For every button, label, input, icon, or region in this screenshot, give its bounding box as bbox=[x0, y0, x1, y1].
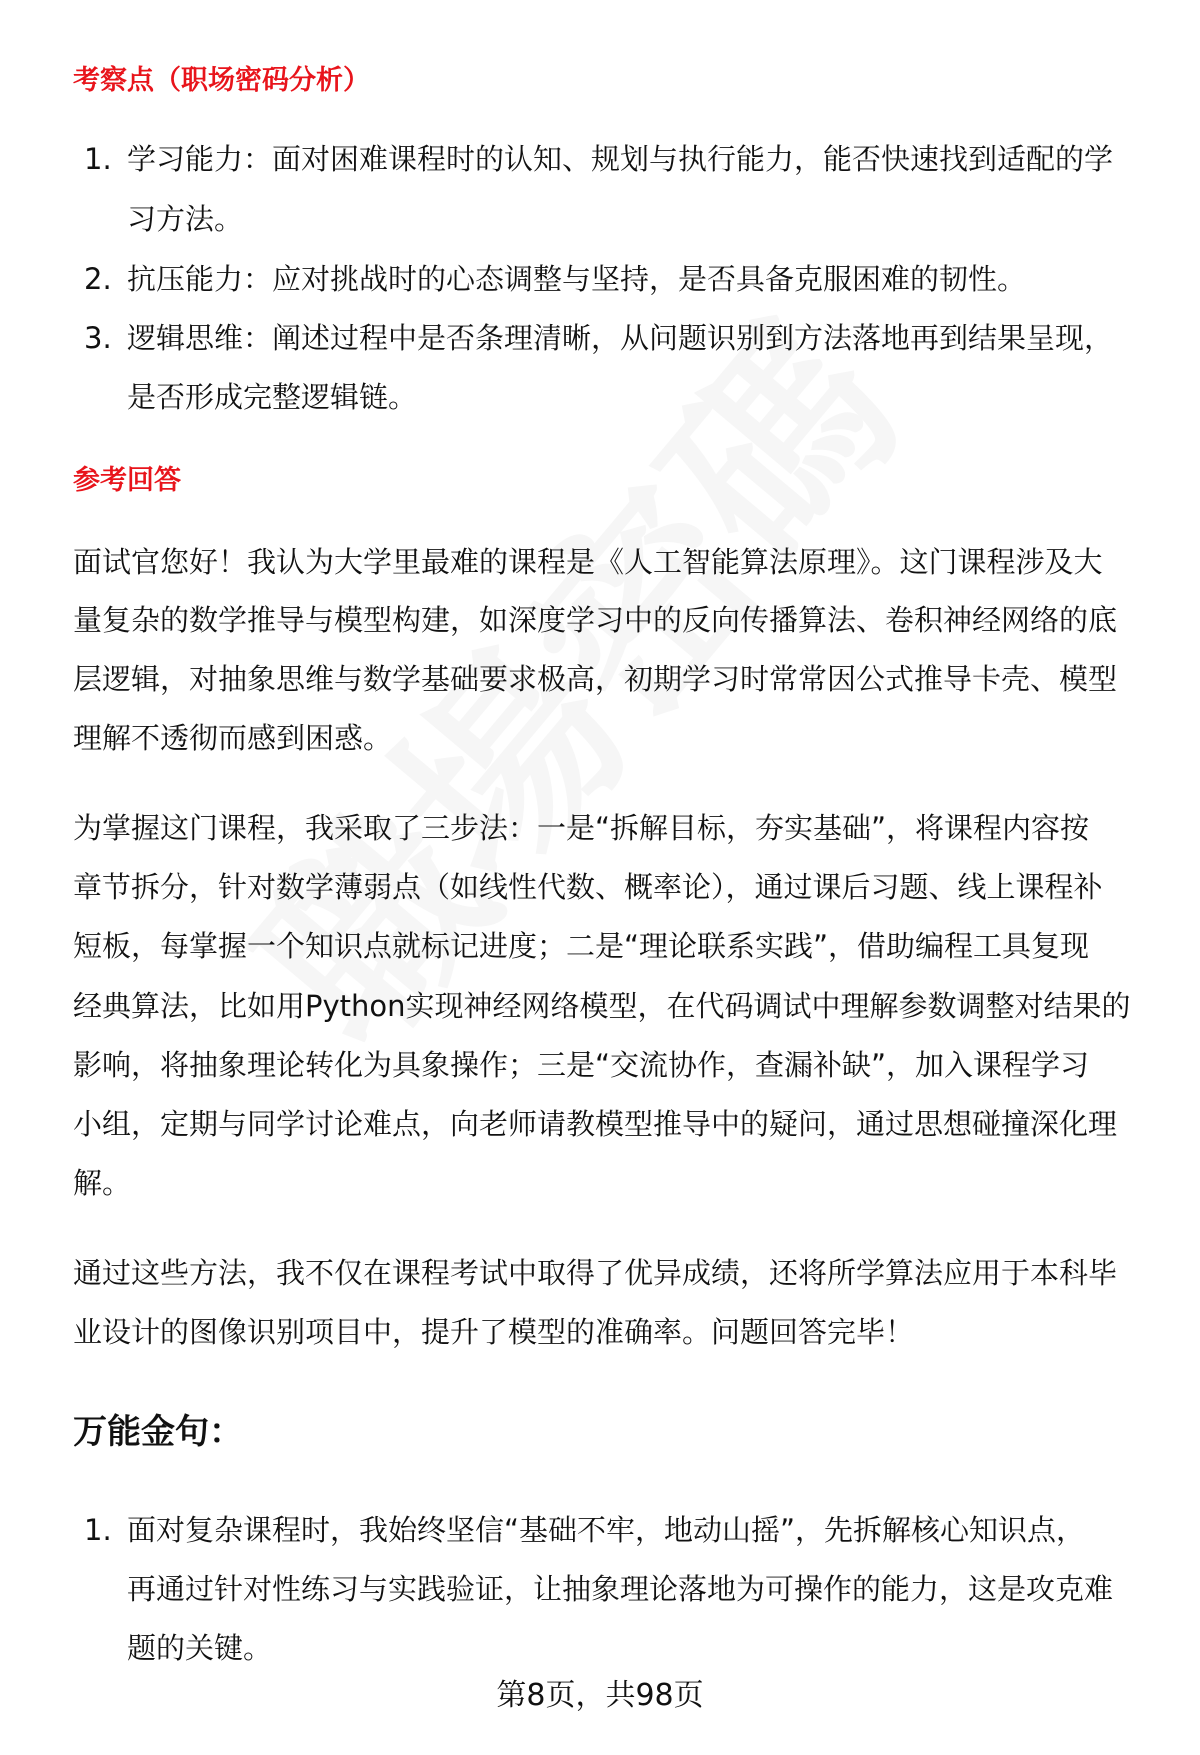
paragraph-line: 面试官您好！我认为大学里最难的课程是《人工智能算法原理》。这门课程涉及大 bbox=[73, 545, 1103, 579]
paragraph-line: 章节拆分，针对数学薄弱点（如线性代数、概率论），通过课后习题、线上课程补 bbox=[73, 870, 1103, 904]
list-item-line: 习方法。 bbox=[127, 202, 244, 236]
list-number: 3. bbox=[84, 321, 112, 355]
paragraph-line: 经典算法，比如用Python实现神经网络模型，在代码调试中理解参数调整对结果的 bbox=[73, 989, 1131, 1023]
section-heading-reference-answer: 参考回答 bbox=[73, 465, 181, 496]
list-number: 2. bbox=[84, 262, 112, 296]
list-number: 1. bbox=[84, 142, 112, 176]
list-item-line: 题的关键。 bbox=[127, 1631, 273, 1665]
paragraph-line: 量复杂的数学推导与模型构建，如深度学习中的反向传播算法、卷积神经网络的底 bbox=[73, 603, 1118, 637]
list-item-line: 再通过针对性练习与实践验证，让抽象理论落地为可操作的能力，这是攻克难 bbox=[127, 1572, 1114, 1606]
list-item-line: 面对复杂课程时，我始终坚信“基础不牢，地动山摇”，先拆解核心知识点， bbox=[127, 1513, 1086, 1547]
list-item-line: 学习能力：面对困难课程时的认知、规划与执行能力，能否快速找到适配的学 bbox=[127, 142, 1114, 176]
list-number: 1. bbox=[84, 1513, 112, 1547]
list-item-line: 逻辑思维：阐述过程中是否条理清晰，从问题识别到方法落地再到结果呈现， bbox=[127, 321, 1114, 355]
paragraph-line: 小组，定期与同学讨论难点，向老师请教模型推导中的疑问，通过思想碰撞深化理 bbox=[73, 1107, 1118, 1141]
page-number: 第8页，共98页 bbox=[496, 1678, 704, 1713]
section-heading-assessment: 考察点（职场密码分析） bbox=[73, 65, 370, 96]
paragraph-line: 层逻辑，对抽象思维与数学基础要求极高，初期学习时常常因公式推导卡壳、模型 bbox=[73, 662, 1118, 696]
section-heading-golden-sentences: 万能金句： bbox=[73, 1412, 243, 1452]
list-item-line: 是否形成完整逻辑链。 bbox=[127, 380, 418, 414]
paragraph-line: 为掌握这门课程，我采取了三步法：一是“拆解目标，夯实基础”，将课程内容按 bbox=[73, 811, 1090, 845]
paragraph-line: 短板，每掌握一个知识点就标记进度；二是“理论联系实践”，借助编程工具复现 bbox=[73, 929, 1090, 963]
paragraph-line: 影响，将抽象理论转化为具象操作；三是“交流协作，查漏补缺”，加入课程学习 bbox=[73, 1048, 1090, 1082]
paragraph-line: 通过这些方法，我不仅在课程考试中取得了优异成绩，还将所学算法应用于本科毕 bbox=[73, 1256, 1118, 1290]
paragraph-line: 解。 bbox=[73, 1166, 132, 1200]
list-item-line: 抗压能力：应对挑战时的心态调整与坚持，是否具备克服困难的韧性。 bbox=[127, 262, 1027, 296]
paragraph-line: 理解不透彻而感到困惑。 bbox=[73, 721, 393, 755]
paragraph-line: 业设计的图像识别项目中，提升了模型的准确率。问题回答完毕！ bbox=[73, 1315, 915, 1349]
